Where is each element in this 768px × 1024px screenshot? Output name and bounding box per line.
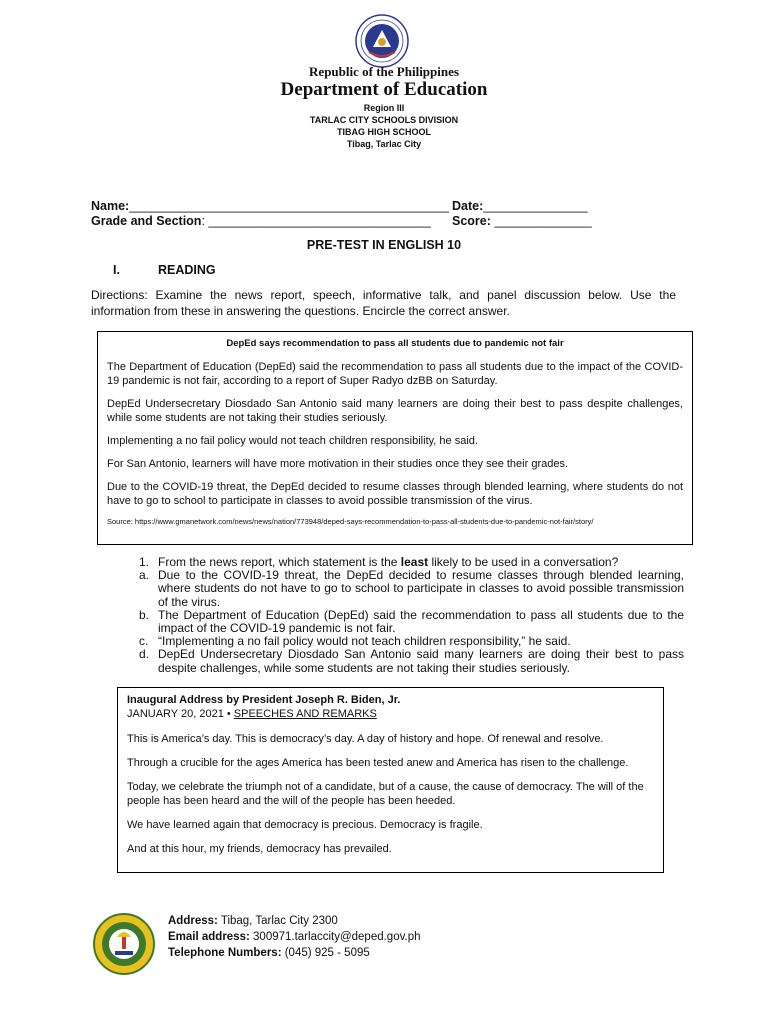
directions-text: Directions: Examine the news report, speech, informative talk, and panel discussion below. Use the information from these in answering the questions. Encircle the correct answer.	[91, 288, 676, 318]
header-department: Department of Education	[280, 79, 488, 100]
stem-text: From the news report, which statement is the	[158, 555, 401, 569]
stem-emphasis: least	[400, 555, 429, 569]
date-field[interactable]	[452, 199, 588, 213]
name-field[interactable]	[91, 199, 449, 213]
news-paragraph: The Department of Education (DepEd) said the recommendation to pass all students due to the impact of the COVID-19 pandemic is not fair, according to a report of Super Radyo dzBB on Saturday.	[107, 361, 683, 387]
header-location: Tibag, Tarlac City	[346, 139, 422, 149]
answer-options	[139, 569, 684, 675]
speech-box	[117, 687, 664, 873]
news-paragraph: Implementing a no fail policy would not teach children responsibility, he said.	[107, 435, 478, 447]
speech-paragraph: And at this hour, my friends, democracy has prevailed.	[127, 843, 392, 855]
speech-date: JANUARY 20, 2021	[127, 708, 224, 720]
option-text: DepEd Undersecretary Diosdado San Antonio said many learners are doing their best to pass despite challenges, while some students are not taking their studies seriously.	[158, 647, 684, 675]
grade-label: Grade and Section	[91, 214, 202, 228]
school-logo	[93, 913, 155, 975]
option-text: Due to the COVID-19 threat, the DepEd decided to resume classes through blended learning, where students do not have to go to school to participate in classes to avoid possible transmission of the virus.	[158, 568, 684, 609]
phone-label: Telephone Numbers:	[168, 947, 282, 959]
section-number: I.	[113, 263, 120, 277]
grade-blank: : ________________________________	[201, 214, 431, 228]
news-source: Source: https://www.gmanetwork.com/news/news/nation/773948/deped-says-recommendation-to-pass-all-students-due-to-pandemic-not-fair/story/	[107, 517, 594, 526]
header-school: TIBAG HIGH SCHOOL	[337, 127, 431, 137]
address-label: Address:	[168, 915, 218, 927]
score-label: Score:	[452, 214, 491, 228]
header-division: TARLAC CITY SCHOOLS DIVISION	[309, 115, 459, 125]
address-value: Tibag, Tarlac City 2300	[217, 915, 338, 927]
option-letter: d.	[139, 647, 150, 662]
speech-separator: •	[223, 708, 234, 720]
phone-value: (045) 925 - 5095	[281, 947, 370, 959]
option-letter: a.	[139, 568, 150, 583]
score-blank: ______________	[490, 214, 592, 228]
question-1	[139, 556, 684, 675]
option-text: “Implementing a no fail policy would not teach children responsibility,” he said.	[158, 634, 571, 649]
speech-paragraph: Through a crucible for the ages America has been tested anew and America has risen to the challenge.	[127, 757, 629, 769]
date-blank: _______________	[483, 199, 588, 213]
score-field[interactable]	[452, 214, 592, 228]
email-value[interactable]: 300971.tarlaccity@deped.gov.ph	[249, 931, 421, 943]
answer-option-a[interactable]	[139, 569, 684, 609]
speech-category-link[interactable]: SPEECHES AND REMARKS	[233, 708, 377, 720]
grade-section-field[interactable]	[91, 214, 431, 228]
deped-seal-logo	[355, 14, 409, 68]
speech-subtitle	[127, 707, 654, 721]
news-paragraph: For San Antonio, learners will have more motivation in their studies once they see their grades.	[107, 458, 569, 470]
option-letter: c.	[139, 634, 149, 649]
header-republic: Republic of the Philippines	[309, 64, 459, 79]
news-report-title: DepEd says recommendation to pass all students due to pandemic not fair	[226, 338, 564, 349]
option-text: The Department of Education (DepEd) said the recommendation to pass all students due to the impact of the COVID-19 pandemic is not fair.	[158, 607, 684, 636]
speech-title: Inaugural Address by President Joseph R. Biden, Jr.	[127, 694, 401, 706]
question-number: 1.	[139, 555, 150, 569]
news-paragraph: Due to the COVID-19 threat, the DepEd decided to resume classes through blended learning, where students do not have to go to school to participate in classes to avoid possible transmission of the virus.	[107, 481, 683, 507]
news-report-box	[97, 331, 693, 545]
name-label: Name:	[91, 199, 130, 213]
speech-paragraph: We have learned again that democracy is precious. Democracy is fragile.	[127, 819, 483, 831]
answer-option-b[interactable]	[139, 609, 684, 635]
footer-phone	[168, 945, 370, 961]
section-title: READING	[158, 263, 216, 277]
speech-paragraph: Today, we celebrate the triumph not of a candidate, but of a cause, the cause of democracy. The will of the people has been heard and the will of the people has been heeded.	[127, 781, 644, 807]
footer-email	[168, 929, 421, 945]
stem-text: likely to be used in a conversation?	[428, 555, 619, 569]
speech-paragraph: This is America’s day. This is democracy’s day. A day of history and hope. Of renewal and resolve.	[127, 733, 604, 745]
header-region: Region III	[363, 103, 405, 113]
test-title: PRE-TEST IN ENGLISH 10	[306, 238, 462, 252]
date-label: Date:	[452, 199, 484, 213]
answer-option-d[interactable]	[139, 648, 684, 674]
option-letter: b.	[139, 607, 150, 622]
footer-address	[168, 913, 338, 929]
news-paragraph: DepEd Undersecretary Diosdado San Antonio said many learners are doing their best to pass despite challenges, while some students are not taking their studies seriously.	[107, 398, 683, 424]
email-label: Email address:	[168, 931, 250, 943]
name-blank: ______________________________________________	[129, 199, 450, 213]
